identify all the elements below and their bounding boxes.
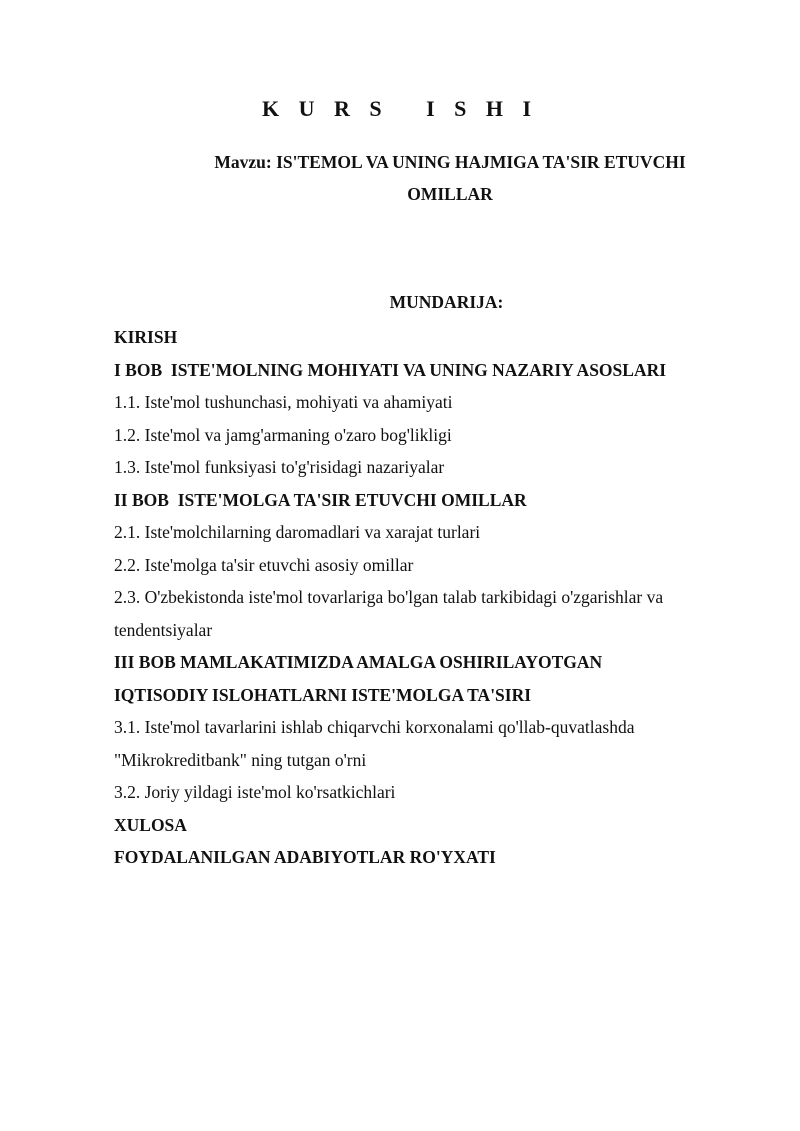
- toc-section-line: "Mikrokreditbank" ning tutgan o'rni: [114, 749, 367, 770]
- toc-chapter-line: IQTISODIY ISLOHATLARNI ISTE'MOLGA TA'SIRI: [114, 684, 532, 705]
- topic-block: [120, 146, 780, 210]
- toc-section-line: 2.1. Iste'molchilarning daromadlari va xarajat turlari: [114, 522, 481, 542]
- toc-chapter-line: KIRISH: [114, 327, 178, 347]
- table-of-contents: [114, 321, 734, 874]
- toc-heading: MUNDARIJA:: [389, 292, 504, 312]
- toc-chapter-line: III BOB MAMLAKATIMIZDA AMALGA OSHIRILAYOTGAN: [114, 652, 603, 672]
- toc-section-line: 3.2. Joriy yildagi iste'mol ko'rsatkichlari: [114, 782, 396, 802]
- toc-section-line: 2.2. Iste'molga ta'sir etuvchi asosiy omillar: [114, 554, 414, 575]
- toc-section-line: 2.3. O'zbekistonda iste'mol tovarlariga bo'lgan talab tarkibidagi o'zgarishlar va: [114, 587, 664, 607]
- toc-section-line: 1.2. Iste'mol va jamg'armaning o'zaro bog'likligi: [114, 424, 452, 445]
- toc-chapter-line: I BOB ISTE'MOLNING MOHIYATI VA UNING NAZARIY ASOSLARI: [114, 359, 667, 380]
- toc-section-line: 1.3. Iste'mol funksiyasi to'g'risidagi nazariyalar: [114, 457, 445, 477]
- toc-section-line: 3.1. Iste'mol tavarlarini ishlab chiqarvchi korxonalami qo'llab-quvatlashda: [114, 717, 635, 737]
- toc-chapter-line: XULOSA: [114, 814, 187, 835]
- toc-section-line: tendentsiyalar: [114, 619, 213, 640]
- toc-chapter-line: FOYDALANILGAN ADABIYOTLAR RO'YXATI: [114, 847, 496, 867]
- topic-line-2: OMILLAR: [407, 184, 493, 204]
- topic-line-1: Mavzu: IS'TEMOL VA UNING HAJMIGA TA'SIR ETUVCHI: [214, 152, 686, 172]
- toc-section-line: 1.1. Iste'mol tushunchasi, mohiyati va ahamiyati: [114, 392, 453, 412]
- document-title: K U R S I S H I: [261, 96, 539, 121]
- toc-chapter-line: II BOB ISTE'MOLGA TA'SIR ETUVCHI OMILLAR: [114, 489, 527, 510]
